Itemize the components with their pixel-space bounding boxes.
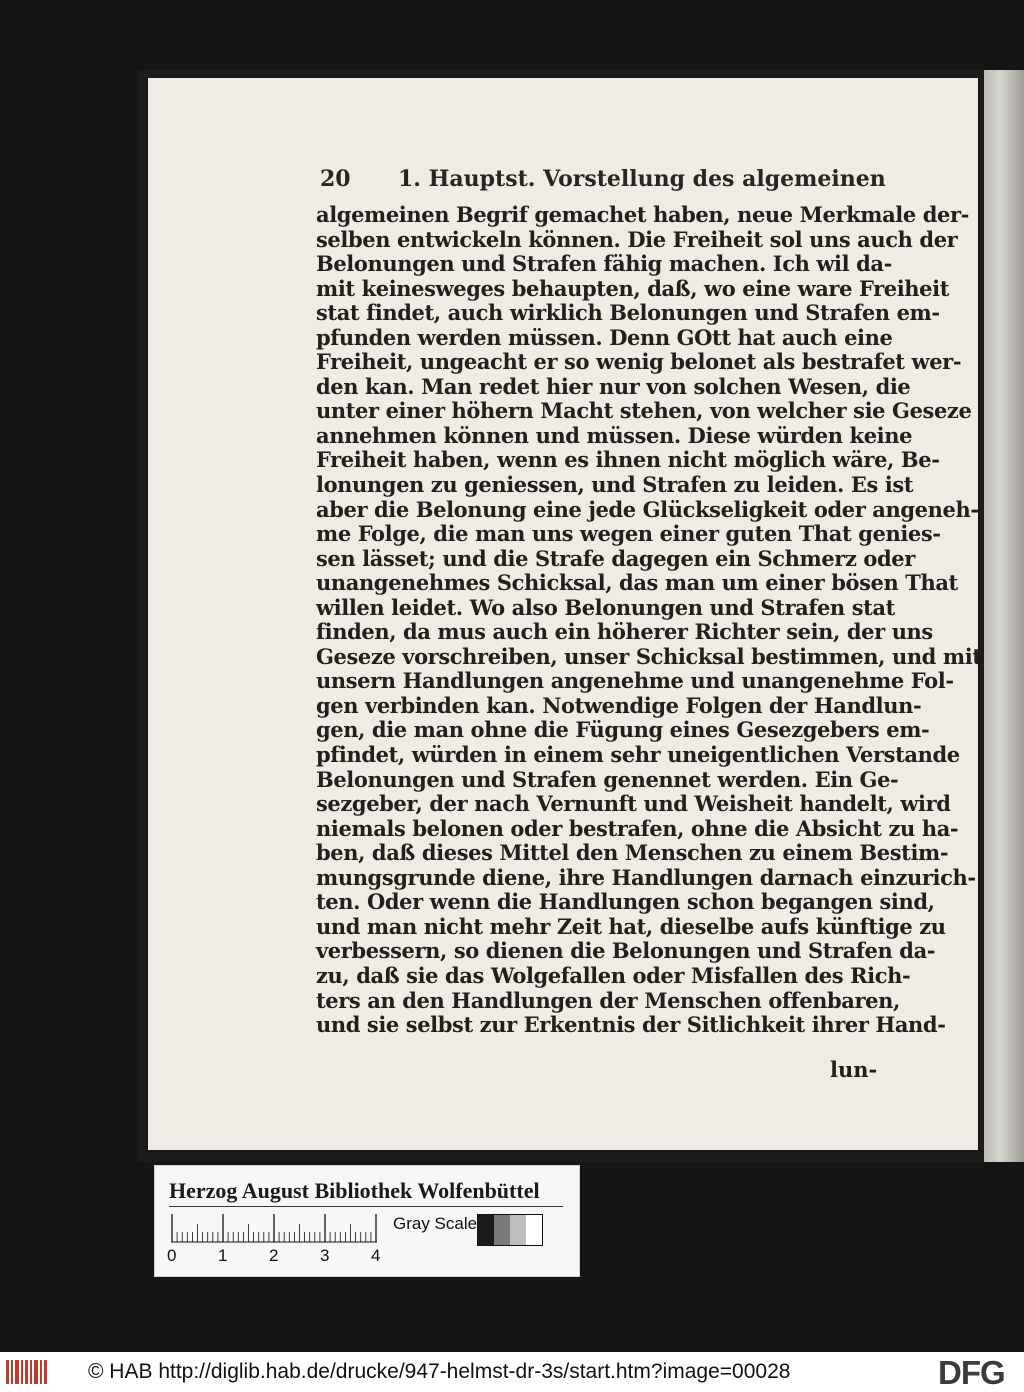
- gray-scale-swatches: [477, 1214, 543, 1246]
- text-line: aber die Belonung eine jede Glückseligkeit oder angeneh-: [316, 496, 979, 522]
- text-line: willen leidet. Wo also Belonungen und Strafen stat: [316, 594, 895, 620]
- text-line: stat findet, auch wirklich Belonungen und Strafen em-: [316, 300, 940, 326]
- text-line: Freiheit, ungeacht er so wenig belonet als bestrafet wer-: [316, 349, 962, 375]
- text-line: ten. Oder wenn die Handlungen schon begangen sind,: [316, 889, 935, 915]
- card-divider: [169, 1206, 563, 1207]
- text-line: mit keinesweges behaupten, daß, wo eine ware Freiheit: [316, 275, 949, 301]
- text-line: Geseze vorschreiben, unser Schicksal bestimmen, und mit: [316, 643, 982, 669]
- barcode-icon: [6, 1360, 48, 1384]
- ruler-label-2: 2: [269, 1246, 279, 1265]
- text-line: ters an den Handlungen der Menschen offenbaren,: [316, 987, 900, 1013]
- dfg-logo: DFG: [938, 1354, 1005, 1391]
- text-line: unsern Handlungen angenehme und unangenehme Fol-: [316, 668, 954, 694]
- text-line: zu, daß sie das Wolgefallen oder Misfallen des Rich-: [316, 962, 911, 988]
- text-line: Freiheit haben, wenn es ihnen nicht möglich wäre, Be-: [316, 447, 940, 473]
- running-title: 1. Hauptst. Vorstellung des algemeinen: [398, 166, 886, 192]
- ruler-label-3: 3: [320, 1246, 330, 1265]
- text-line: sen lässet; und die Strafe dagegen ein Schmerz oder: [316, 545, 915, 571]
- text-line: gen, die man ohne die Fügung eines Gesezgebers em-: [316, 717, 930, 743]
- ruler-label-1: 1: [218, 1246, 228, 1265]
- text-line: sezgeber, der nach Vernunft und Weisheit handelt, wird: [316, 791, 951, 817]
- text-line: und man nicht mehr Zeit hat, dieselbe aufs künftige zu: [316, 913, 946, 939]
- text-line: finden, da mus auch ein höherer Richter sein, der uns: [316, 619, 933, 645]
- text-line: Belonungen und Strafen fähig machen. Ich wil da-: [316, 251, 892, 277]
- text-line: mungsgrunde diene, ihre Handlungen darnach einzurich-: [316, 864, 976, 890]
- text-line: annehmen können und müssen. Diese würden keine: [316, 422, 913, 448]
- text-line: me Folge, die man uns wegen einer guten That genies-: [316, 521, 941, 547]
- text-line: verbessern, so dienen die Belonungen und Strafen da-: [316, 938, 936, 964]
- calibration-card: [154, 1165, 580, 1277]
- text-line: algemeinen Begrif gemachet haben, neue Merkmale der-: [316, 202, 969, 227]
- gray-swatch: [510, 1215, 526, 1245]
- text-line: Belonungen und Strafen genennet werden. Ein Ge-: [316, 766, 899, 792]
- text-line: lonungen zu geniessen, und Strafen zu leiden. Es ist: [316, 472, 914, 498]
- ruler-label-0: 0: [167, 1246, 177, 1265]
- gray-swatch: [478, 1215, 494, 1245]
- text-line: pfunden werden müssen. Denn GOtt hat auch eine: [316, 324, 893, 350]
- source-link[interactable]: © HAB http://diglib.hab.de/drucke/947-helmst-dr-3s/start.htm?image=00028: [88, 1360, 791, 1383]
- text-line: selben entwickeln können. Die Freiheit sol uns auch der: [316, 226, 958, 252]
- text-line: ben, daß dieses Mittel den Menschen zu einem Bestim-: [316, 840, 949, 866]
- ruler-scale: [171, 1212, 381, 1246]
- text-line: den kan. Man redet hier nur von solchen Wesen, die: [316, 373, 911, 399]
- text-line: und sie selbst zur Erkentnis der Sitlichkeit ihrer Hand-: [316, 1012, 946, 1038]
- footer-bar: [0, 1352, 1024, 1392]
- library-name: Herzog August Bibliothek Wolfenbüttel: [169, 1178, 540, 1203]
- text-line: niemals belonen oder bestrafen, ohne die Absicht zu ha-: [316, 815, 959, 841]
- text-line: gen verbinden kan. Notwendige Folgen der Handlun-: [316, 692, 922, 718]
- adjacent-page-edge: [984, 70, 1024, 1162]
- page-number: 20: [320, 166, 351, 192]
- gray-scale-label: Gray Scale: [393, 1214, 478, 1233]
- text-line: unter einer höhern Macht stehen, von welcher sie Geseze: [316, 398, 972, 424]
- text-line: unangenehmes Schicksal, das man um einer bösen That: [316, 570, 958, 596]
- gray-swatch: [494, 1215, 510, 1245]
- page-text: [316, 202, 982, 1038]
- catchword: lun-: [830, 1057, 878, 1082]
- text-line: pfindet, würden in einem sehr uneigentlichen Verstande: [316, 742, 960, 768]
- running-head: [320, 162, 886, 196]
- ruler-label-4: 4: [371, 1246, 381, 1265]
- gray-swatch: [526, 1215, 542, 1245]
